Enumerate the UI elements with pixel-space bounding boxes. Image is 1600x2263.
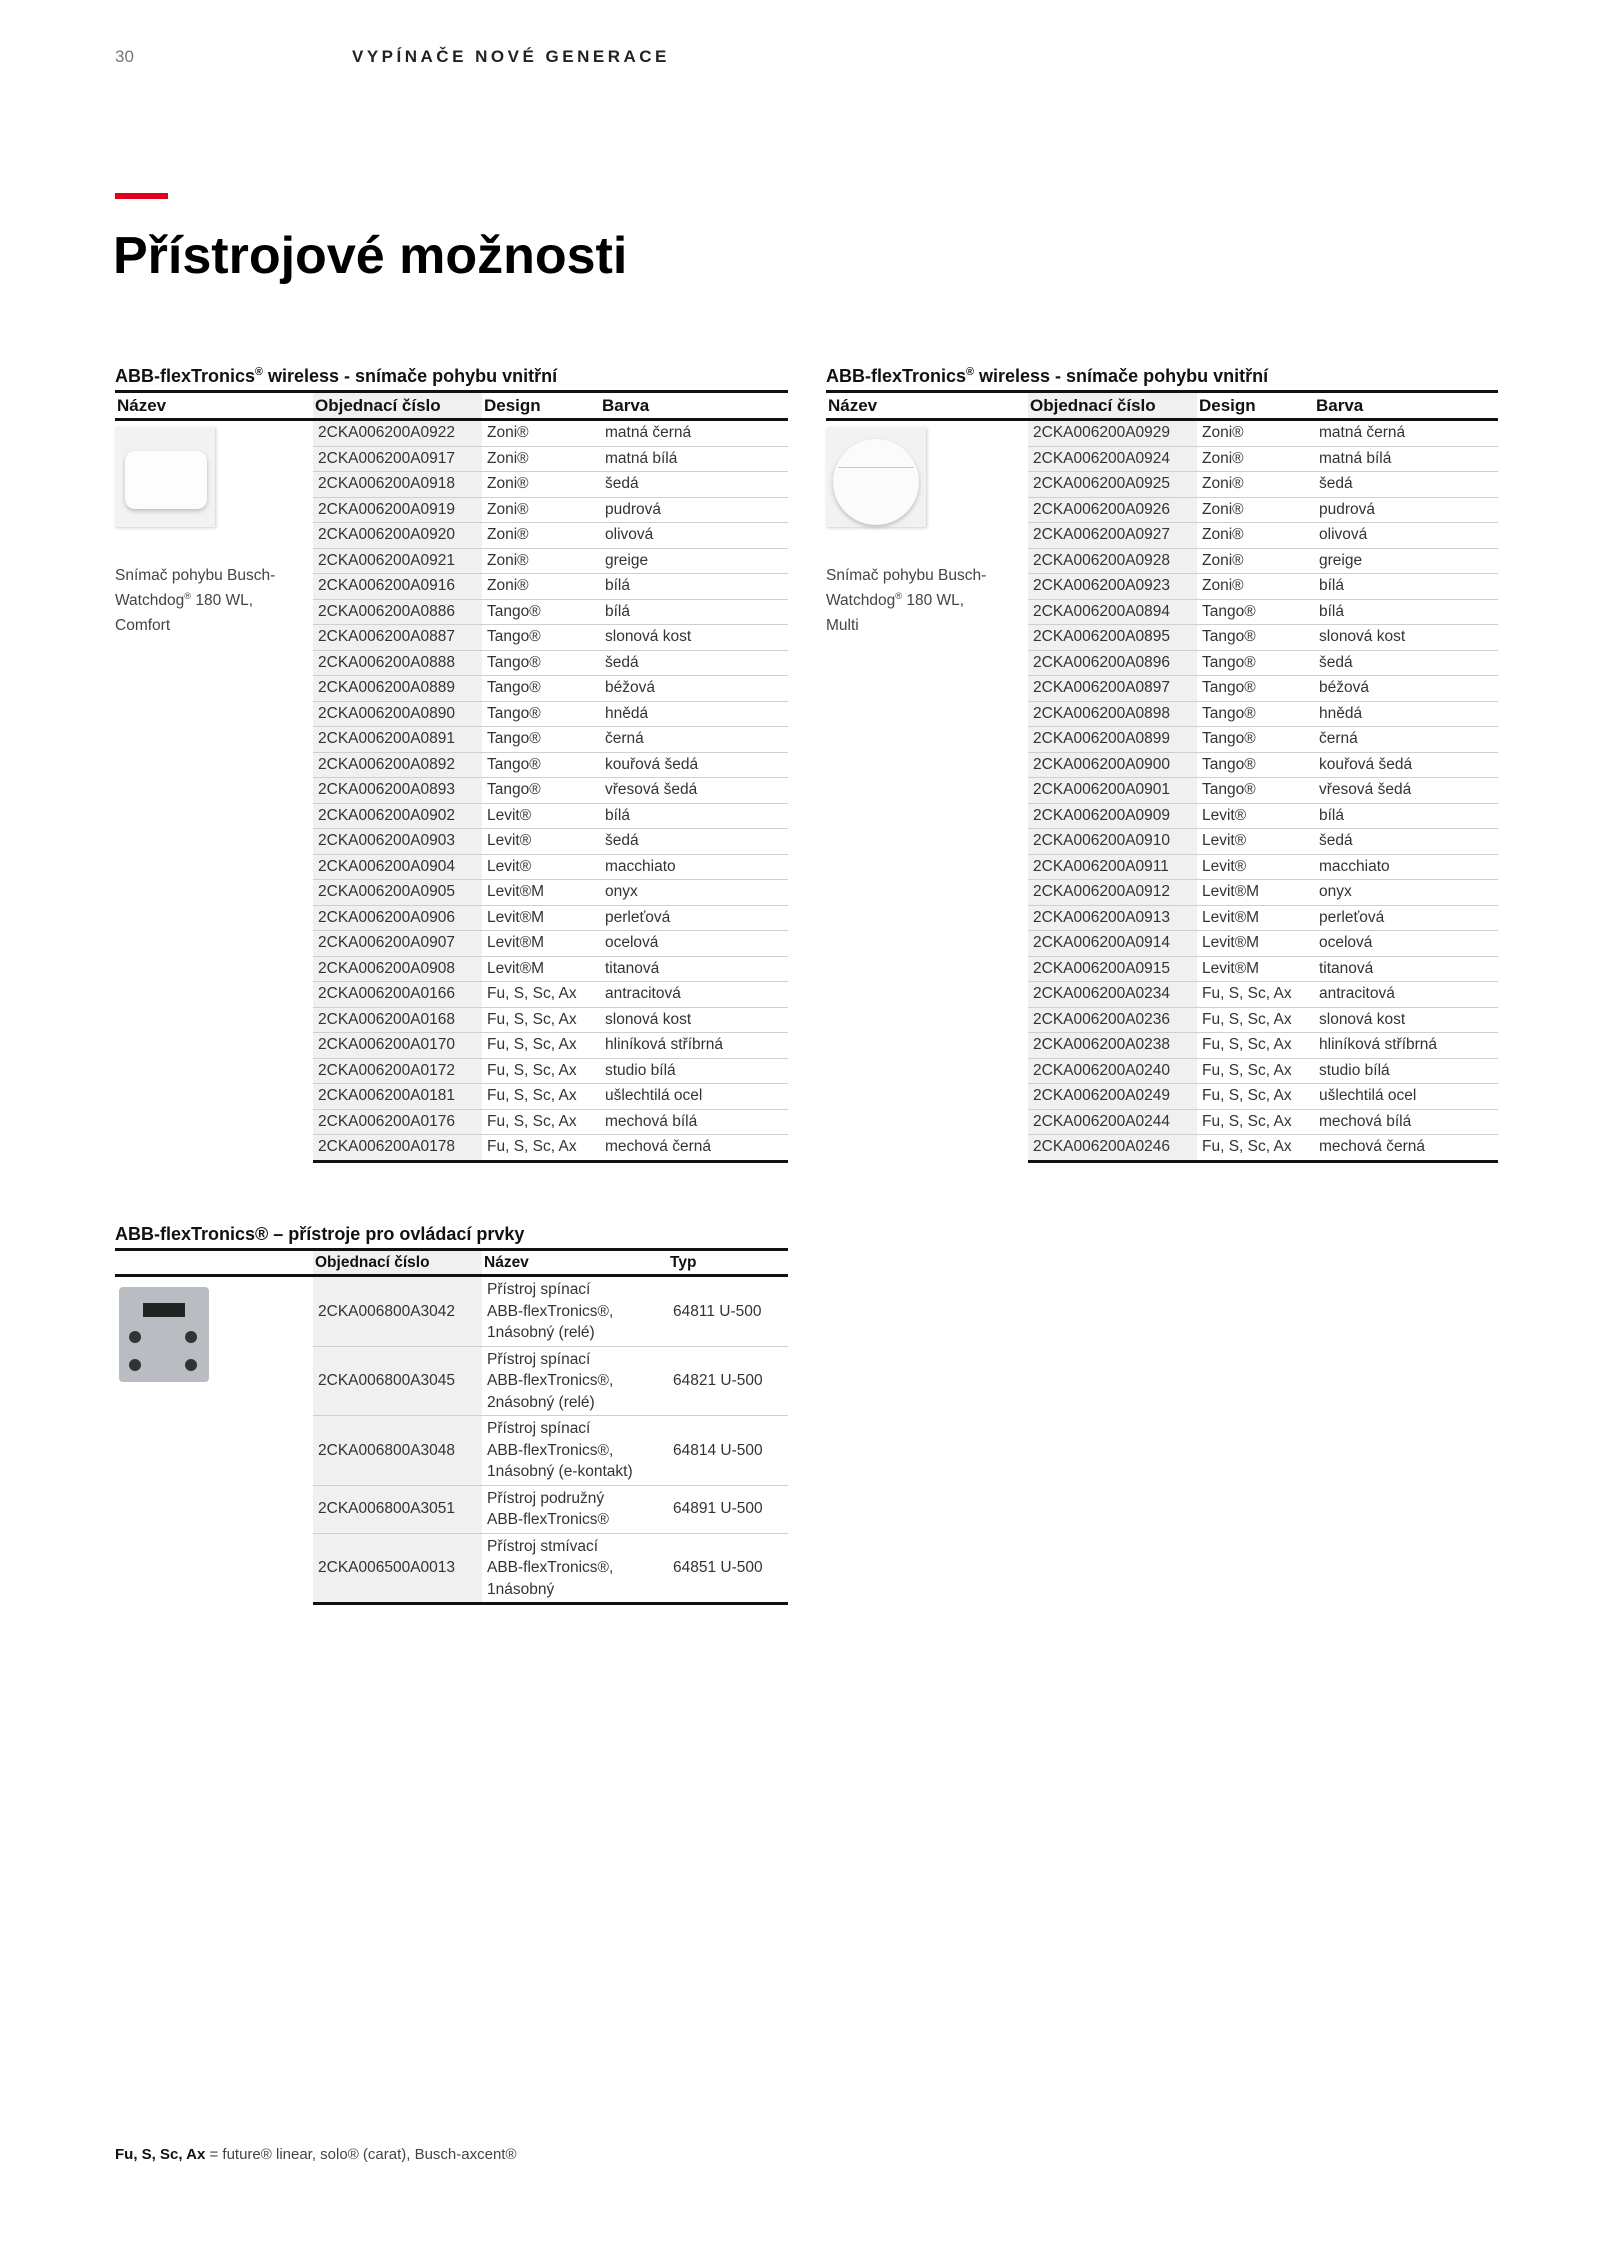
- color-cell: slonová kost: [1314, 1007, 1498, 1033]
- color-cell: vřesová šedá: [1314, 778, 1498, 804]
- color-cell: bílá: [1314, 574, 1498, 600]
- product-name-line: Snímač pohybu Busch-: [826, 567, 987, 584]
- order-number-cell: 2CKA006200A0181: [313, 1084, 482, 1110]
- color-cell: slonová kost: [600, 1007, 788, 1033]
- order-number-cell: 2CKA006200A0168: [313, 1007, 482, 1033]
- device-name-line: 1násobný (e-kontakt): [487, 1463, 633, 1480]
- color-cell: vřesová šedá: [600, 778, 788, 804]
- design-cell: Zoni®: [1197, 548, 1314, 574]
- order-number-cell: 2CKA006200A0929: [1028, 420, 1197, 447]
- order-number-cell: 2CKA006200A0178: [313, 1135, 482, 1162]
- design-cell: Fu, S, Sc, Ax: [1197, 1109, 1314, 1135]
- type-cell: 64811 U-500: [668, 1276, 788, 1347]
- design-cell: Fu, S, Sc, Ax: [482, 1084, 600, 1110]
- design-cell: Tango®: [1197, 778, 1314, 804]
- order-number-cell: 2CKA006200A0898: [1028, 701, 1197, 727]
- sensor-icon: [833, 439, 919, 525]
- order-number-cell: 2CKA006200A0246: [1028, 1135, 1197, 1162]
- order-number-cell: 2CKA006200A0927: [1028, 523, 1197, 549]
- screw-icon: [185, 1359, 197, 1371]
- design-cell: Tango®: [482, 599, 600, 625]
- screw-icon: [185, 1331, 197, 1343]
- color-cell: perleťová: [1314, 905, 1498, 931]
- order-number-cell: 2CKA006800A3045: [313, 1346, 482, 1416]
- order-number-cell: 2CKA006200A0895: [1028, 625, 1197, 651]
- order-number-cell: 2CKA006200A0900: [1028, 752, 1197, 778]
- color-cell: ušlechtilá ocel: [600, 1084, 788, 1110]
- order-number-cell: 2CKA006200A0240: [1028, 1058, 1197, 1084]
- screw-icon: [129, 1359, 141, 1371]
- color-cell: bílá: [600, 803, 788, 829]
- design-cell: Fu, S, Sc, Ax: [1197, 1007, 1314, 1033]
- product-name-line: 180 WL,: [191, 592, 254, 609]
- order-number-cell: 2CKA006200A0913: [1028, 905, 1197, 931]
- design-cell: Tango®: [482, 625, 600, 651]
- order-number-cell: 2CKA006200A0909: [1028, 803, 1197, 829]
- device-name-cell: [482, 1533, 668, 1604]
- order-number-cell: 2CKA006200A0172: [313, 1058, 482, 1084]
- color-cell: matná bílá: [600, 446, 788, 472]
- color-cell: matná černá: [600, 420, 788, 447]
- design-cell: Tango®: [482, 650, 600, 676]
- design-cell: Levit®M: [1197, 931, 1314, 957]
- connector-icon: [143, 1303, 185, 1317]
- order-number-cell: 2CKA006200A0925: [1028, 472, 1197, 498]
- color-cell: béžová: [600, 676, 788, 702]
- order-number-cell: 2CKA006200A0917: [313, 446, 482, 472]
- design-cell: Fu, S, Sc, Ax: [482, 1109, 600, 1135]
- footnote-text: = future® linear, solo® (carat), Busch-axcent®: [205, 2146, 517, 2163]
- reg-mark: ®: [966, 366, 974, 378]
- header-order: Objednací číslo: [1028, 393, 1197, 420]
- design-cell: Tango®: [1197, 599, 1314, 625]
- color-cell: černá: [600, 727, 788, 753]
- color-cell: mechová bílá: [600, 1109, 788, 1135]
- color-cell: pudrová: [600, 497, 788, 523]
- color-cell: titanová: [1314, 956, 1498, 982]
- order-number-cell: 2CKA006200A0902: [313, 803, 482, 829]
- design-cell: Tango®: [1197, 701, 1314, 727]
- device-name-line: ABB-flexTronics®,: [487, 1302, 614, 1320]
- color-cell: perleťová: [600, 905, 788, 931]
- design-cell: Zoni®: [1197, 420, 1314, 447]
- device-name-line: ABB-flexTronics®,: [487, 1559, 614, 1576]
- device-name-line: Přístroj podružný: [487, 1489, 605, 1507]
- color-cell: šedá: [1314, 650, 1498, 676]
- color-cell: hnědá: [600, 701, 788, 727]
- order-number-cell: 2CKA006200A0915: [1028, 956, 1197, 982]
- header-name: Název: [115, 393, 313, 420]
- title-prefix: ABB-flexTronics: [826, 366, 967, 386]
- device-name-line: Přístroj spínací: [487, 1420, 591, 1437]
- header-design: Design: [482, 393, 600, 420]
- product-name-line: Comfort: [115, 617, 171, 634]
- header-type: Typ: [668, 1251, 788, 1276]
- design-cell: Fu, S, Sc, Ax: [482, 982, 600, 1008]
- color-cell: onyx: [600, 880, 788, 906]
- design-cell: Tango®: [1197, 650, 1314, 676]
- order-number-cell: 2CKA006200A0238: [1028, 1033, 1197, 1059]
- design-cell: Tango®: [1197, 752, 1314, 778]
- product-table: [826, 393, 1498, 1163]
- flush-insert-image: [115, 1285, 215, 1385]
- color-cell: slonová kost: [1314, 625, 1498, 651]
- order-number-cell: 2CKA006200A0890: [313, 701, 482, 727]
- color-cell: onyx: [1314, 880, 1498, 906]
- reg-mark: ®: [895, 590, 903, 601]
- title-suffix: wireless - snímače pohybu vnitřní: [263, 366, 558, 386]
- device-image-cell: [115, 1276, 313, 1604]
- product-name-line: Multi: [826, 617, 859, 634]
- design-cell: Zoni®: [482, 446, 600, 472]
- design-cell: Levit®M: [482, 956, 600, 982]
- color-cell: hnědá: [1314, 701, 1498, 727]
- design-cell: Tango®: [482, 701, 600, 727]
- order-number-cell: 2CKA006200A0914: [1028, 931, 1197, 957]
- color-cell: macchiato: [1314, 854, 1498, 880]
- device-name-line: 1násobný (relé): [487, 1324, 595, 1341]
- design-cell: Fu, S, Sc, Ax: [482, 1033, 600, 1059]
- table-title: [115, 364, 788, 393]
- color-cell: bílá: [600, 599, 788, 625]
- design-cell: Levit®: [482, 829, 600, 855]
- color-cell: pudrová: [1314, 497, 1498, 523]
- accent-bar: [115, 193, 168, 199]
- order-number-cell: 2CKA006200A0889: [313, 676, 482, 702]
- color-cell: hliníková stříbrná: [1314, 1033, 1498, 1059]
- color-cell: olivová: [1314, 523, 1498, 549]
- devices-table: [115, 1251, 788, 1605]
- color-cell: bílá: [600, 574, 788, 600]
- product-name-line: Watchdog: [826, 592, 896, 609]
- order-number-cell: 2CKA006200A0924: [1028, 446, 1197, 472]
- color-cell: studio bílá: [600, 1058, 788, 1084]
- order-number-cell: 2CKA006200A0906: [313, 905, 482, 931]
- device-name-line: ABB-flexTronics®,: [487, 1441, 614, 1459]
- header-color: Barva: [1314, 393, 1498, 420]
- color-cell: olivová: [600, 523, 788, 549]
- design-cell: Levit®: [1197, 803, 1314, 829]
- header-name: Název: [826, 393, 1028, 420]
- color-cell: antracitová: [1314, 982, 1498, 1008]
- order-number-cell: 2CKA006200A0887: [313, 625, 482, 651]
- design-cell: Levit®M: [1197, 880, 1314, 906]
- table-row: [826, 420, 1498, 447]
- page-title: Přístrojové možnosti: [113, 227, 628, 285]
- color-cell: ocelová: [600, 931, 788, 957]
- order-number-cell: 2CKA006200A0236: [1028, 1007, 1197, 1033]
- sensor-table-comfort: [115, 364, 788, 1163]
- device-name-line: ABB-flexTronics®,: [487, 1372, 614, 1389]
- type-cell: 64851 U-500: [668, 1533, 788, 1604]
- device-name-line: Přístroj spínací: [487, 1281, 591, 1298]
- color-cell: macchiato: [600, 854, 788, 880]
- order-number-cell: 2CKA006200A0908: [313, 956, 482, 982]
- product-cell: [826, 420, 1028, 1162]
- color-cell: greige: [1314, 548, 1498, 574]
- order-number-cell: 2CKA006200A0892: [313, 752, 482, 778]
- order-number-cell: 2CKA006200A0910: [1028, 829, 1197, 855]
- design-cell: Levit®: [482, 854, 600, 880]
- order-number-cell: 2CKA006200A0234: [1028, 982, 1197, 1008]
- order-number-cell: 2CKA006200A0893: [313, 778, 482, 804]
- order-number-cell: 2CKA006800A3042: [313, 1276, 482, 1347]
- device-name-line: 2násobný (relé): [487, 1393, 595, 1411]
- order-number-cell: 2CKA006200A0905: [313, 880, 482, 906]
- order-number-cell: 2CKA006200A0899: [1028, 727, 1197, 753]
- design-cell: Levit®: [1197, 854, 1314, 880]
- device-name-cell: [482, 1416, 668, 1486]
- footnote-abbr: Fu, S, Sc, Ax: [115, 2146, 206, 2163]
- order-number-cell: 2CKA006500A0013: [313, 1533, 482, 1604]
- design-cell: Levit®M: [1197, 905, 1314, 931]
- order-number-cell: 2CKA006200A0912: [1028, 880, 1197, 906]
- design-cell: Fu, S, Sc, Ax: [1197, 982, 1314, 1008]
- design-cell: Zoni®: [1197, 497, 1314, 523]
- design-cell: Tango®: [1197, 727, 1314, 753]
- design-cell: Fu, S, Sc, Ax: [1197, 1058, 1314, 1084]
- order-number-cell: 2CKA006200A0916: [313, 574, 482, 600]
- color-cell: kouřová šedá: [600, 752, 788, 778]
- color-cell: slonová kost: [600, 625, 788, 651]
- motion-sensor-rect-image: [115, 427, 215, 527]
- color-cell: béžová: [1314, 676, 1498, 702]
- design-cell: Tango®: [482, 778, 600, 804]
- motion-sensor-round-image: [826, 427, 926, 527]
- design-cell: Tango®: [482, 752, 600, 778]
- order-number-cell: 2CKA006200A0249: [1028, 1084, 1197, 1110]
- order-number-cell: 2CKA006200A0920: [313, 523, 482, 549]
- order-number-cell: 2CKA006800A3048: [313, 1416, 482, 1486]
- order-number-cell: 2CKA006200A0244: [1028, 1109, 1197, 1135]
- color-cell: matná bílá: [1314, 446, 1498, 472]
- color-cell: mechová černá: [600, 1135, 788, 1162]
- device-name-cell: [482, 1346, 668, 1416]
- page-number: 30: [115, 47, 134, 66]
- table-row: [115, 1276, 788, 1347]
- order-number-cell: 2CKA006200A0897: [1028, 676, 1197, 702]
- color-cell: studio bílá: [1314, 1058, 1498, 1084]
- device-name-line: Přístroj spínací: [487, 1350, 591, 1368]
- order-number-cell: 2CKA006200A0170: [313, 1033, 482, 1059]
- design-cell: Levit®M: [482, 880, 600, 906]
- device-name-line: Přístroj stmívací: [487, 1537, 599, 1555]
- product-table: [115, 393, 788, 1163]
- design-cell: Zoni®: [1197, 446, 1314, 472]
- footnote: [115, 2146, 517, 2163]
- design-cell: Zoni®: [482, 523, 600, 549]
- reg-mark: ®: [255, 366, 263, 378]
- header-order: Objednací číslo: [313, 1251, 482, 1276]
- sensor-table-multi: [826, 364, 1498, 1163]
- order-number-cell: 2CKA006200A0928: [1028, 548, 1197, 574]
- design-cell: Tango®: [482, 676, 600, 702]
- header-order: Objednací číslo: [313, 393, 482, 420]
- design-cell: Zoni®: [1197, 472, 1314, 498]
- color-cell: šedá: [1314, 472, 1498, 498]
- product-name: [115, 563, 313, 638]
- devices-table-section: [115, 1222, 788, 1605]
- header-image: [115, 1251, 313, 1276]
- color-cell: mechová bílá: [1314, 1109, 1498, 1135]
- order-number-cell: 2CKA006200A0886: [313, 599, 482, 625]
- color-cell: bílá: [1314, 803, 1498, 829]
- order-number-cell: 2CKA006200A0919: [313, 497, 482, 523]
- color-cell: matná černá: [1314, 420, 1498, 447]
- design-cell: Zoni®: [482, 574, 600, 600]
- color-cell: titanová: [600, 956, 788, 982]
- product-name-line: Watchdog: [115, 592, 185, 609]
- product-name: [826, 563, 1028, 638]
- design-cell: Tango®: [482, 727, 600, 753]
- order-number-cell: 2CKA006200A0901: [1028, 778, 1197, 804]
- color-cell: mechová černá: [1314, 1135, 1498, 1162]
- design-cell: Zoni®: [482, 420, 600, 447]
- reg-mark: ®: [184, 590, 192, 601]
- device-name-cell: [482, 1276, 668, 1347]
- order-number-cell: 2CKA006200A0176: [313, 1109, 482, 1135]
- product-name-line: 180 WL,: [902, 592, 965, 609]
- order-number-cell: 2CKA006200A0926: [1028, 497, 1197, 523]
- design-cell: Tango®: [1197, 625, 1314, 651]
- color-cell: hliníková stříbrná: [600, 1033, 788, 1059]
- design-cell: Zoni®: [482, 497, 600, 523]
- design-cell: Fu, S, Sc, Ax: [482, 1007, 600, 1033]
- header-color: Barva: [600, 393, 788, 420]
- device-name-line: 1násobný: [487, 1580, 555, 1598]
- color-cell: šedá: [600, 829, 788, 855]
- order-number-cell: 2CKA006200A0896: [1028, 650, 1197, 676]
- table-title: [826, 364, 1498, 393]
- design-cell: Zoni®: [1197, 523, 1314, 549]
- screw-icon: [129, 1331, 141, 1343]
- design-cell: Tango®: [1197, 676, 1314, 702]
- design-cell: Levit®M: [1197, 956, 1314, 982]
- design-cell: Fu, S, Sc, Ax: [1197, 1135, 1314, 1162]
- design-cell: Zoni®: [1197, 574, 1314, 600]
- design-cell: Fu, S, Sc, Ax: [1197, 1033, 1314, 1059]
- order-number-cell: 2CKA006200A0891: [313, 727, 482, 753]
- type-cell: 64821 U-500: [668, 1346, 788, 1416]
- order-number-cell: 2CKA006200A0911: [1028, 854, 1197, 880]
- design-cell: Levit®: [1197, 829, 1314, 855]
- color-cell: ocelová: [1314, 931, 1498, 957]
- product-name-line: Snímač pohybu Busch-: [115, 567, 276, 584]
- device-name-line: ABB-flexTronics®: [487, 1511, 609, 1528]
- order-number-cell: 2CKA006800A3051: [313, 1485, 482, 1533]
- order-number-cell: 2CKA006200A0903: [313, 829, 482, 855]
- design-cell: Zoni®: [482, 472, 600, 498]
- design-cell: Levit®: [482, 803, 600, 829]
- color-cell: ušlechtilá ocel: [1314, 1084, 1498, 1110]
- order-number-cell: 2CKA006200A0923: [1028, 574, 1197, 600]
- device-name-cell: [482, 1485, 668, 1533]
- header-design: Design: [1197, 393, 1314, 420]
- running-header: VYPÍNAČE NOVÉ GENERACE: [352, 47, 670, 66]
- order-number-cell: 2CKA006200A0904: [313, 854, 482, 880]
- order-number-cell: 2CKA006200A0894: [1028, 599, 1197, 625]
- design-cell: Fu, S, Sc, Ax: [482, 1058, 600, 1084]
- design-cell: Zoni®: [482, 548, 600, 574]
- design-cell: Levit®M: [482, 931, 600, 957]
- order-number-cell: 2CKA006200A0907: [313, 931, 482, 957]
- color-cell: greige: [600, 548, 788, 574]
- color-cell: antracitová: [600, 982, 788, 1008]
- design-cell: Fu, S, Sc, Ax: [1197, 1084, 1314, 1110]
- color-cell: černá: [1314, 727, 1498, 753]
- color-cell: šedá: [1314, 829, 1498, 855]
- product-cell: [115, 420, 313, 1162]
- order-number-cell: 2CKA006200A0922: [313, 420, 482, 447]
- title-prefix: ABB-flexTronics: [115, 366, 256, 386]
- color-cell: kouřová šedá: [1314, 752, 1498, 778]
- order-number-cell: 2CKA006200A0166: [313, 982, 482, 1008]
- table-title: ABB-flexTronics® – přístroje pro ovládací prvky: [115, 1222, 788, 1251]
- table-row: [115, 420, 788, 447]
- order-number-cell: 2CKA006200A0921: [313, 548, 482, 574]
- design-cell: Fu, S, Sc, Ax: [482, 1135, 600, 1162]
- color-cell: šedá: [600, 472, 788, 498]
- header-name: Název: [482, 1251, 668, 1276]
- order-number-cell: 2CKA006200A0888: [313, 650, 482, 676]
- order-number-cell: 2CKA006200A0918: [313, 472, 482, 498]
- sensor-icon: [125, 451, 207, 509]
- type-cell: 64891 U-500: [668, 1485, 788, 1533]
- design-cell: Levit®M: [482, 905, 600, 931]
- type-cell: 64814 U-500: [668, 1416, 788, 1486]
- color-cell: bílá: [1314, 599, 1498, 625]
- color-cell: šedá: [600, 650, 788, 676]
- title-suffix: wireless - snímače pohybu vnitřní: [974, 366, 1269, 386]
